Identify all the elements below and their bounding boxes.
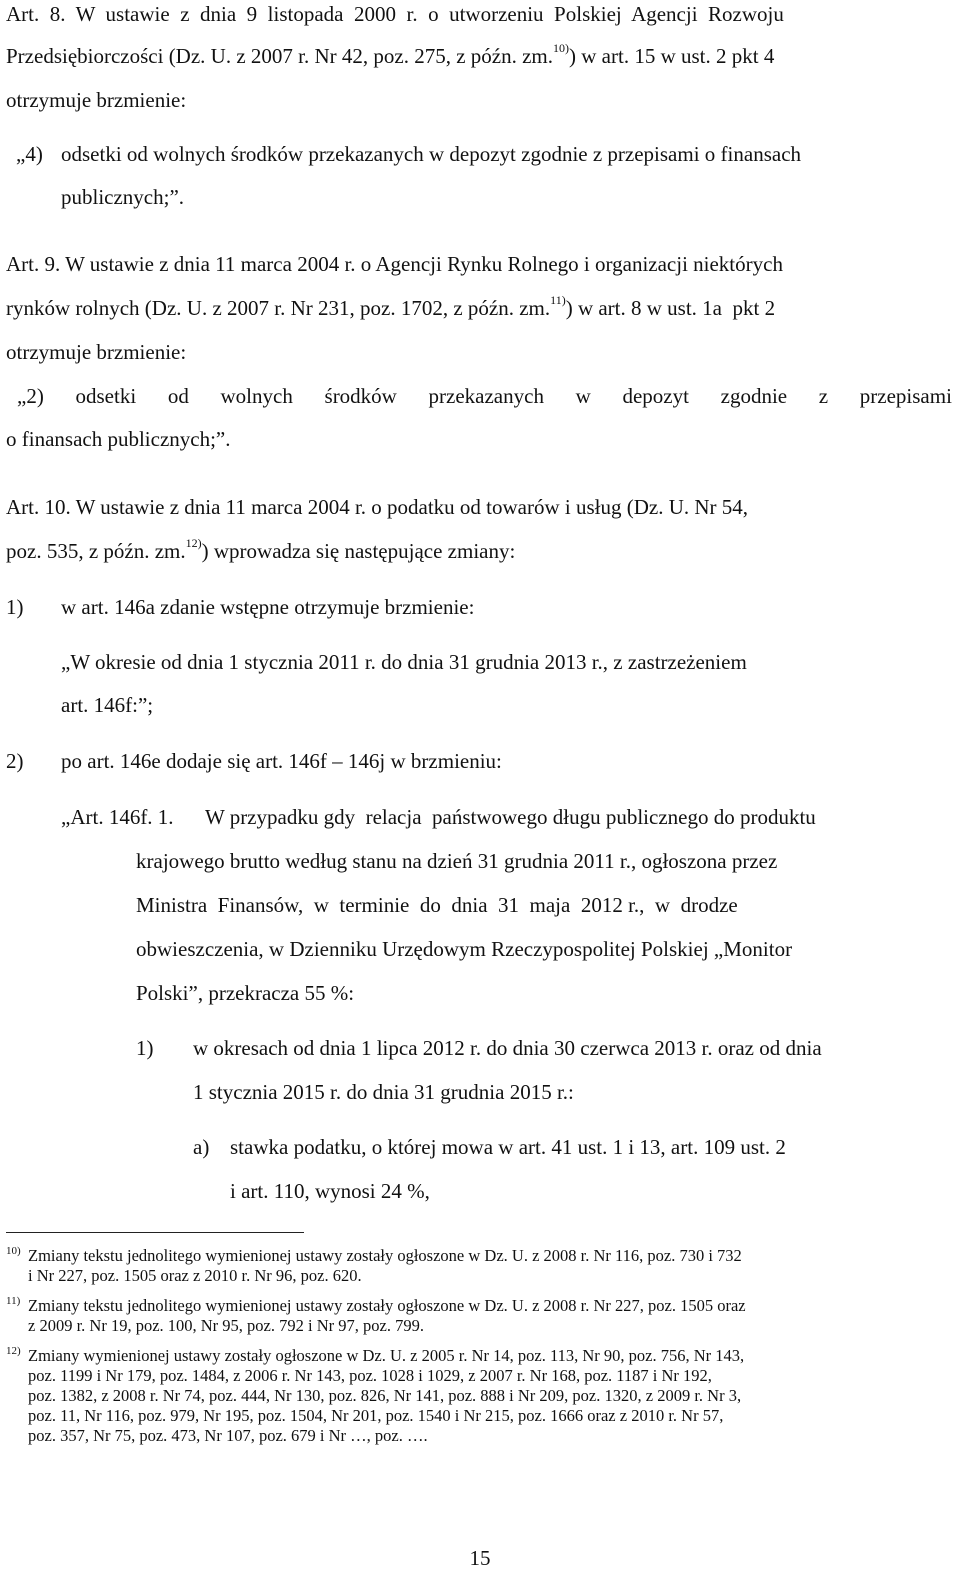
art10-line-2 xyxy=(6,538,515,564)
footnote-number: 10) xyxy=(6,1245,21,1257)
footnote-ref-10: 10) xyxy=(553,41,570,55)
art8-line-3: otrzymuje brzmienie: xyxy=(6,88,187,112)
art9-quote-word: przekazanych xyxy=(428,384,544,408)
art10-line-1: Art. 10. W ustawie z dnia 11 marca 2004 r. o podatku od towarów i usług (Dz. U. Nr 54, xyxy=(6,495,749,519)
art146f-point-1-line-1: w okresach od dnia 1 lipca 2012 r. do dnia 30 czerwca 2013 r. oraz od dnia xyxy=(193,1036,822,1060)
art9-line-1: Art. 9. W ustawie z dnia 11 marca 2004 r. o Agencji Rynku Rolnego i organizacji niektórych xyxy=(6,252,783,276)
art10-point-1-quote-1: „W okresie od dnia 1 stycznia 2011 r. do dnia 31 grudnia 2013 r., z zastrzeżeniem xyxy=(61,650,747,674)
art9-quote-word: z xyxy=(818,384,829,408)
art9-line-3: otrzymuje brzmienie: xyxy=(6,340,187,364)
footnote-text xyxy=(28,1246,954,1286)
art10-point-1-text: w art. 146a zdanie wstępne otrzymuje brzmienie: xyxy=(61,595,475,619)
art146f-line-2: krajowego brutto według stanu na dzień 31 grudnia 2011 r., ogłoszona przez xyxy=(136,849,778,873)
art9-quote-word: przepisami xyxy=(859,384,952,408)
footnote-number: 12) xyxy=(6,1345,21,1357)
art146f-line-4: obwieszczenia, w Dzienniku Urzędowym Rzeczypospolitej Polskiej „Monitor xyxy=(136,937,793,961)
footnote-text xyxy=(28,1346,954,1446)
art10-point-2-text: po art. 146e dodaje się art. 146f – 146j w brzmieniu: xyxy=(61,749,502,773)
footnote-line: poz. 11, Nr 116, poz. 979, Nr 195, poz. 1504, Nr 201, poz. 1540 i Nr 215, poz. 1666 oraz z 2010 r. Nr 57, xyxy=(28,1406,724,1425)
footnote-line: poz. 1382, z 2008 r. Nr 74, poz. 444, Nr 130, poz. 826, Nr 141, poz. 888 i Nr 209, poz. 1320, z 2009 r. Nr 3, xyxy=(28,1386,742,1405)
art8-quote-line-1: odsetki od wolnych środków przekazanych w depozyt zgodnie z przepisami o finansach xyxy=(61,142,802,166)
art8-line-2 xyxy=(6,43,774,69)
footnote-number: 11) xyxy=(6,1295,21,1307)
art146f-letter-a: a) xyxy=(193,1135,210,1159)
art146f-line-3: Ministra Finansów, w terminie do dnia 31 maja 2012 r., w drodze xyxy=(136,893,738,917)
art9-quote-word: w xyxy=(575,384,591,408)
footnote-11 xyxy=(6,1296,954,1340)
art10-line-2-text: poz. 535, z późn. zm. xyxy=(6,539,186,563)
art8-line-2-text: Przedsiębiorczości (Dz. U. z 2007 r. Nr 42, poz. 275, z późn. zm. xyxy=(6,44,554,68)
art9-quote-word: depozyt xyxy=(622,384,689,408)
art10-point-1-number: 1) xyxy=(6,595,24,619)
art146f-line-1: W przypadku gdy relacja państwowego długu publicznego do produktu xyxy=(205,805,816,829)
art9-quote-word: odsetki xyxy=(75,384,137,408)
art10-point-1-quote-2: art. 146f:”; xyxy=(61,693,154,717)
art146f-point-1-number: 1) xyxy=(136,1036,154,1060)
page-number: 15 xyxy=(469,1546,491,1570)
footnote-line: z 2009 r. Nr 19, poz. 100, Nr 95, poz. 792 i Nr 97, poz. 799. xyxy=(28,1316,424,1335)
art9-quote-word: od xyxy=(167,384,189,408)
art146f-letter-a-line-2: i art. 110, wynosi 24 %, xyxy=(230,1179,430,1203)
art9-quote-line-2: o finansach publicznych;”. xyxy=(6,427,231,451)
art146f-heading: „Art. 146f. 1. xyxy=(61,805,174,829)
art9-quote-word: zgodnie xyxy=(720,384,788,408)
footnote-text xyxy=(28,1296,954,1336)
art8-line-1: Art. 8. W ustawie z dnia 9 listopada 2000 r. o utworzeniu Polskiej Agencji Rozwoju xyxy=(6,2,784,26)
footnote-line: Zmiany tekstu jednolitego wymienionej ustawy zostały ogłoszone w Dz. U. z 2008 r. Nr 227, poz. 1505 oraz xyxy=(28,1296,746,1315)
footnote-separator xyxy=(6,1232,304,1233)
art9-quote-word: wolnych xyxy=(220,384,293,408)
art9-line-2 xyxy=(6,295,775,321)
footnote-ref-11: 11) xyxy=(550,293,566,307)
art146f-point-1-line-2: 1 stycznia 2015 r. do dnia 31 grudnia 2015 r.: xyxy=(193,1080,574,1104)
art8-quote-marker: „4) xyxy=(16,142,43,166)
art146f-line-5: Polski”, przekracza 55 %: xyxy=(136,981,355,1005)
art8-line-2-end: ) w art. 15 w ust. 2 pkt 4 xyxy=(569,44,775,68)
art9-quote-line-1 xyxy=(17,383,952,409)
footnote-12 xyxy=(6,1346,954,1456)
footnote-line: poz. 1199 i Nr 179, poz. 1484, z 2006 r. Nr 143, poz. 1028 i 1029, z 2007 r. Nr 168, poz. 1187 i Nr 192, xyxy=(28,1366,712,1385)
art10-line-2-end: ) wprowadza się następujące zmiany: xyxy=(201,539,516,563)
art9-line-2-end: ) w art. 8 w ust. 1a pkt 2 xyxy=(565,296,776,320)
art8-quote-line-2: publicznych;”. xyxy=(61,185,185,209)
art146f-letter-a-line-1: stawka podatku, o której mowa w art. 41 ust. 1 i 13, art. 109 ust. 2 xyxy=(230,1135,786,1159)
footnote-line: i Nr 227, poz. 1505 oraz z 2010 r. Nr 96, poz. 620. xyxy=(28,1266,362,1285)
footnote-line: poz. 357, Nr 75, poz. 473, Nr 107, poz. 679 i Nr …, poz. …. xyxy=(28,1426,428,1445)
art9-quote-word: „2) xyxy=(17,384,44,408)
art9-quote-word: środków xyxy=(324,384,397,408)
footnote-line: Zmiany wymienionej ustawy zostały ogłoszone w Dz. U. z 2005 r. Nr 14, poz. 113, Nr 90, poz. 756, Nr 143, xyxy=(28,1346,745,1365)
art9-line-2-text: rynków rolnych (Dz. U. z 2007 r. Nr 231, poz. 1702, z późn. zm. xyxy=(6,296,551,320)
footnote-line: Zmiany tekstu jednolitego wymienionej ustawy zostały ogłoszone w Dz. U. z 2008 r. Nr 116, poz. 730 i 732 xyxy=(28,1246,742,1265)
footnote-10 xyxy=(6,1246,954,1290)
footnote-ref-12: 12) xyxy=(185,536,202,550)
art10-point-2-number: 2) xyxy=(6,749,24,773)
